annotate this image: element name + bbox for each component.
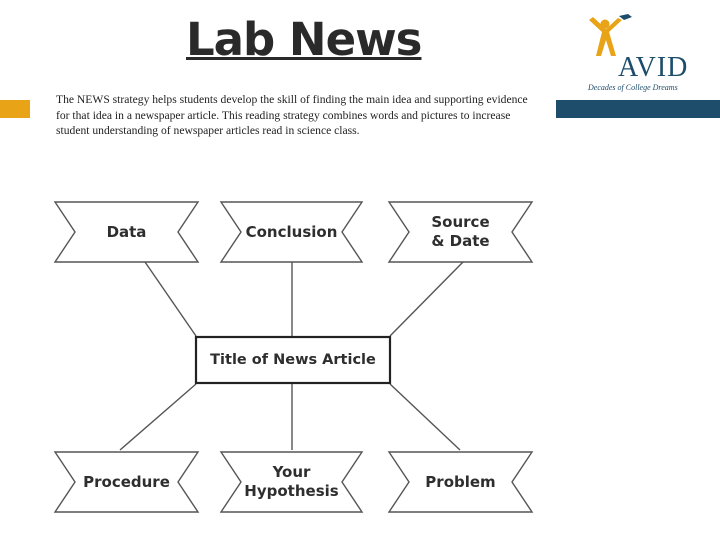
- connector-procedure: [120, 384, 196, 450]
- label-procedure: Procedure: [83, 472, 170, 491]
- connector-source-date: [390, 262, 463, 336]
- label-conclusion: Conclusion: [245, 222, 338, 241]
- logo-tagline: Decades of College Dreams: [588, 83, 678, 92]
- intro-paragraph: The NEWS strategy helps students develop the skill of finding the main idea and supporting evidence for that idea in a newspaper article. This reading strategy combines words and pictures to increase student understanding of newspaper articles read in science class.: [56, 93, 528, 137]
- label-center: Title of News Article: [210, 351, 376, 368]
- label-problem: Problem: [425, 472, 496, 491]
- label-hypothesis: Your Hypothesis: [244, 463, 339, 500]
- connector-data: [145, 262, 196, 336]
- logo-text: AVID: [618, 52, 689, 83]
- label-data: Data: [106, 222, 147, 241]
- connector-problem: [390, 384, 460, 450]
- label-source-date: Source & Date: [431, 213, 490, 250]
- page-title: Lab News: [186, 13, 422, 66]
